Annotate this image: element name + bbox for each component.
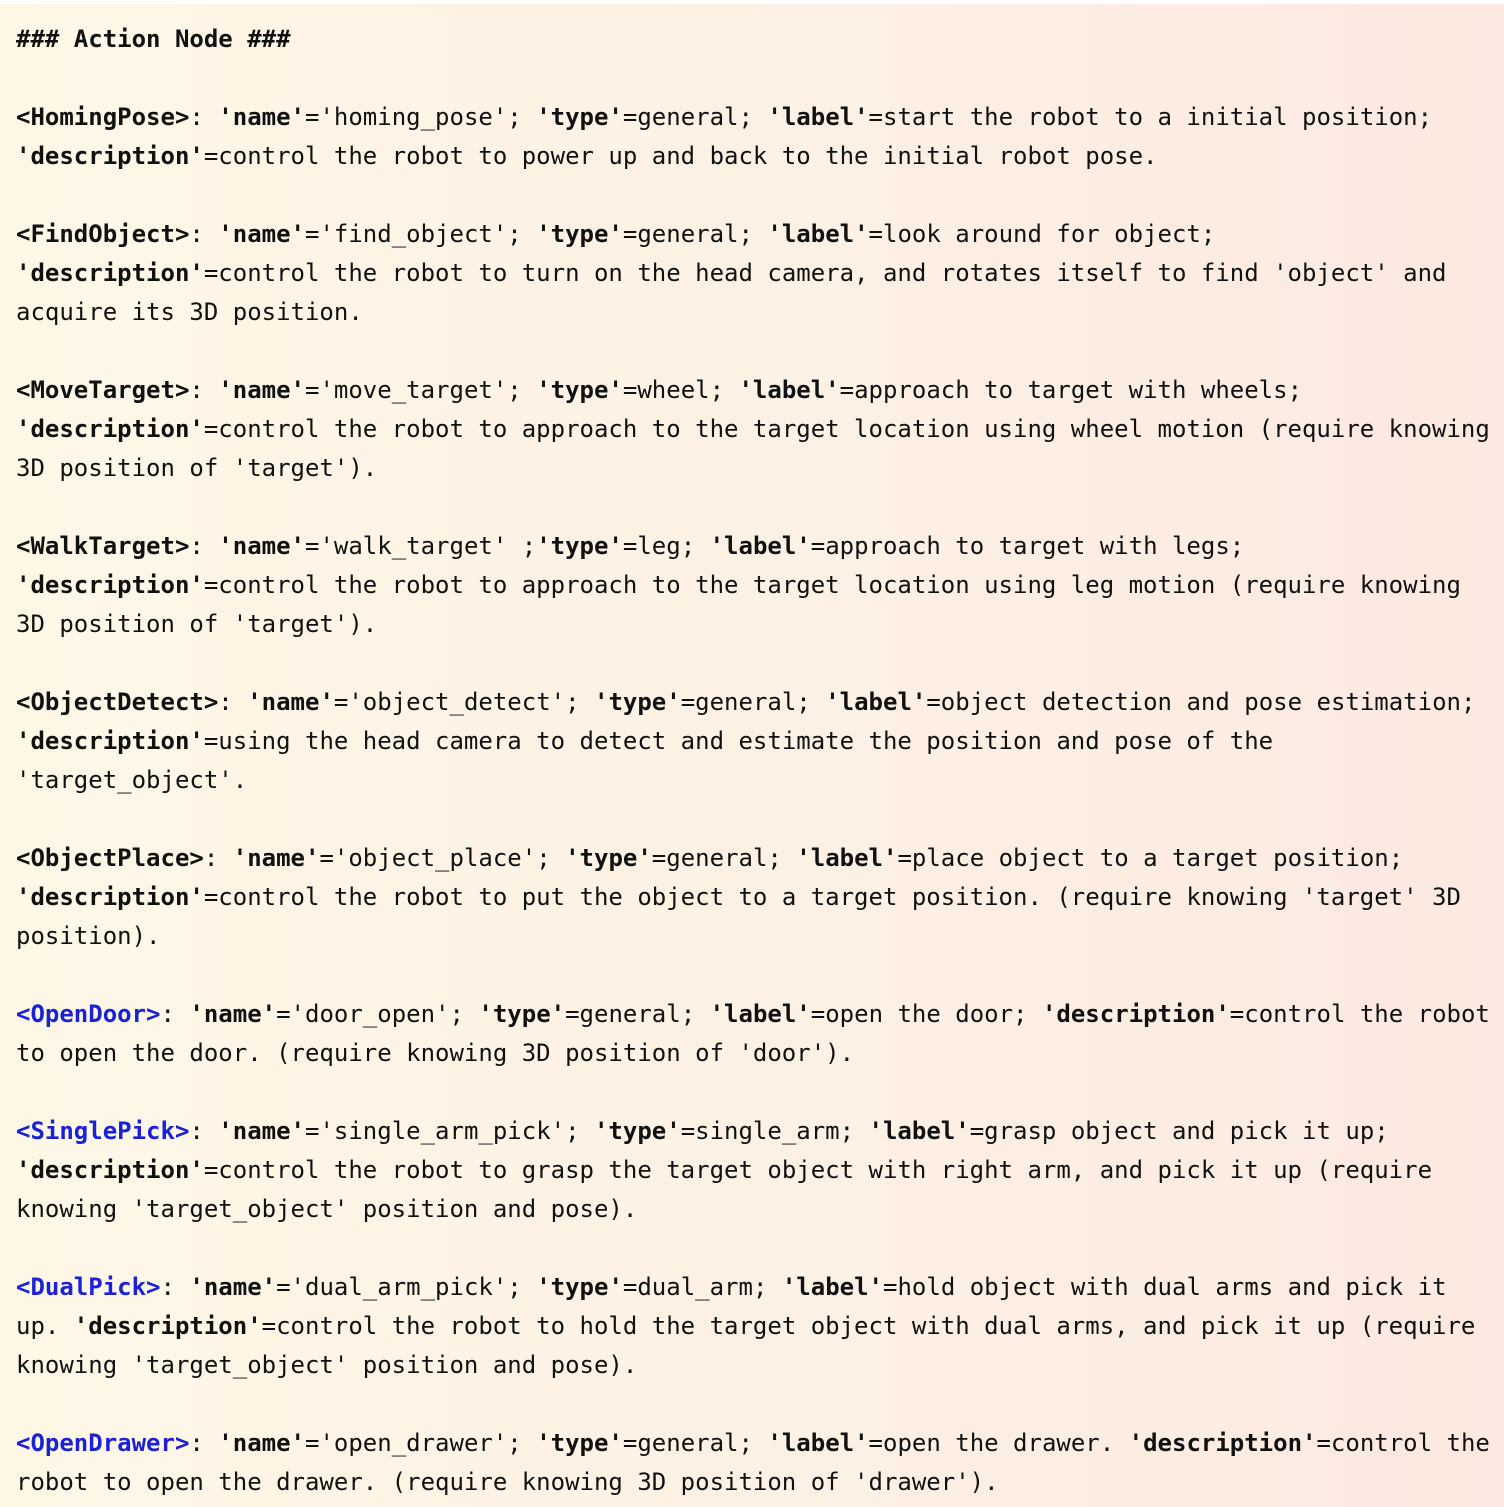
field-key: 'description' <box>1128 1429 1317 1457</box>
node-tag: <FindObject> <box>16 220 190 248</box>
field-key: 'label' <box>868 1117 970 1145</box>
entry-line: <SinglePick>: 'name'='single_arm_pick'; 'type'=single_arm; 'label'=grasp object and pick it up; <box>16 1117 1389 1145</box>
entry-line: 'description'=control the robot to approach to the target location using wheel motion (require knowing <box>16 415 1490 443</box>
field-key: 'description' <box>16 883 204 911</box>
node-tag: <MoveTarget> <box>16 376 190 404</box>
field-key: 'label' <box>825 688 927 716</box>
entry-line: <HomingPose>: 'name'='homing_pose'; 'type'=general; 'label'=start the robot to a initial position; <box>16 103 1433 131</box>
node-tag: <OpenDrawer> <box>16 1429 190 1457</box>
entry-line: 3D position of 'target'). <box>16 610 378 638</box>
field-key: 'name' <box>218 103 305 131</box>
field-key: 'type' <box>593 1117 681 1145</box>
entry-line: 'description'=control the robot to put the object to a target position. (require knowing 'target' 3D <box>16 883 1461 911</box>
entry-line: <DualPick>: 'name'='dual_arm_pick'; 'type'=dual_arm; 'label'=hold object with dual arms and pick it <box>16 1273 1447 1301</box>
field-key: 'label' <box>709 1000 811 1028</box>
action-node-entry <box>16 371 1504 488</box>
node-tag: <HomingPose> <box>16 103 190 131</box>
entry-line: knowing 'target_object' position and pose). <box>16 1195 638 1223</box>
action-node-entry <box>16 1112 1504 1229</box>
field-key: 'label' <box>781 1273 884 1301</box>
node-tag: <SinglePick> <box>16 1117 190 1145</box>
document-heading: ### Action Node ### <box>16 25 291 53</box>
field-key: 'description' <box>1041 1000 1230 1028</box>
field-key: 'type' <box>536 220 623 248</box>
entry-line: 'description'=control the robot to power up and back to the initial robot pose. <box>16 142 1158 170</box>
action-node-list <box>16 98 1504 1502</box>
field-key: 'description' <box>16 415 204 443</box>
field-key: 'description' <box>73 1312 262 1340</box>
entry-line: 'target_object'. <box>16 766 248 794</box>
field-key: 'type' <box>536 532 623 560</box>
action-node-entry <box>16 98 1504 176</box>
node-tag: <WalkTarget> <box>16 532 190 560</box>
field-key: 'label' <box>767 103 869 131</box>
field-key: 'label' <box>767 1429 869 1457</box>
field-key: 'type' <box>536 1273 623 1301</box>
entry-line: <ObjectPlace>: 'name'='object_place'; 'type'=general; 'label'=place object to a target position; <box>16 844 1404 872</box>
field-key: 'description' <box>16 727 204 755</box>
field-key: 'name' <box>218 220 305 248</box>
action-node-entry <box>16 995 1504 1073</box>
field-key: 'description' <box>16 259 204 287</box>
field-key: 'name' <box>218 376 305 404</box>
entry-line: to open the door. (require knowing 3D position of 'door'). <box>16 1039 855 1067</box>
entry-line: up. 'description'=control the robot to hold the target object with dual arms, and pick it up (require <box>16 1312 1476 1340</box>
field-key: 'type' <box>536 103 623 131</box>
entry-line: knowing 'target_object' position and pose). <box>16 1351 638 1379</box>
entry-line: <WalkTarget>: 'name'='walk_target' ;'type'=leg; 'label'=approach to target with legs; <box>16 532 1245 560</box>
field-key: 'type' <box>478 1000 566 1028</box>
entry-line: 'description'=control the robot to turn on the head camera, and rotates itself to find 'object' and <box>16 259 1447 287</box>
field-key: 'name' <box>232 844 320 872</box>
action-node-entry <box>16 683 1504 800</box>
field-key: 'type' <box>536 1429 623 1457</box>
field-key: 'description' <box>16 142 204 170</box>
entry-line: position). <box>16 922 161 950</box>
action-node-entry <box>16 527 1504 644</box>
entry-line: <MoveTarget>: 'name'='move_target'; 'type'=wheel; 'label'=approach to target with wheels; <box>16 376 1303 404</box>
node-tag: <DualPick> <box>16 1273 161 1301</box>
entry-line: robot to open the drawer. (require knowing 3D position of 'drawer'). <box>16 1468 999 1496</box>
field-key: 'type' <box>565 844 652 872</box>
field-key: 'description' <box>16 571 204 599</box>
field-key: 'name' <box>218 1429 305 1457</box>
entry-line: 'description'=using the head camera to detect and estimate the position and pose of the <box>16 727 1274 755</box>
field-key: 'type' <box>536 376 623 404</box>
field-key: 'label' <box>709 532 811 560</box>
node-tag: <ObjectDetect> <box>16 688 219 716</box>
entry-line: 'description'=control the robot to approach to the target location using leg motion (require knowing <box>16 571 1461 599</box>
field-key: 'name' <box>189 1273 277 1301</box>
field-key: 'label' <box>767 220 869 248</box>
field-key: 'description' <box>16 1156 204 1184</box>
action-node-document <box>0 4 1504 1507</box>
field-key: 'name' <box>218 532 305 560</box>
field-key: 'name' <box>247 688 334 716</box>
entry-line: <OpenDoor>: 'name'='door_open'; 'type'=general; 'label'=open the door; 'description'=control the robot <box>16 1000 1490 1028</box>
field-key: 'type' <box>594 688 681 716</box>
entry-line: <OpenDrawer>: 'name'='open_drawer'; 'type'=general; 'label'=open the drawer. 'description'=control the <box>16 1429 1490 1457</box>
node-tag: <ObjectPlace> <box>16 844 204 872</box>
node-tag: <OpenDoor> <box>16 1000 161 1028</box>
entry-line: <FindObject>: 'name'='find_object'; 'type'=general; 'label'=look around for object; <box>16 220 1216 248</box>
entry-line: 3D position of 'target'). <box>16 454 378 482</box>
entry-line: acquire its 3D position. <box>16 298 363 326</box>
action-node-entry <box>16 839 1504 956</box>
action-node-entry <box>16 1268 1504 1385</box>
entry-line: 'description'=control the robot to grasp the target object with right arm, and pick it up (require <box>16 1156 1433 1184</box>
action-node-entry <box>16 215 1504 332</box>
field-key: 'name' <box>189 1000 277 1028</box>
entry-line: <ObjectDetect>: 'name'='object_detect'; 'type'=general; 'label'=object detection and pose estimation; <box>16 688 1476 716</box>
field-key: 'label' <box>796 844 898 872</box>
field-key: 'name' <box>218 1117 305 1145</box>
field-key: 'label' <box>738 376 840 404</box>
action-node-entry <box>16 1424 1504 1502</box>
